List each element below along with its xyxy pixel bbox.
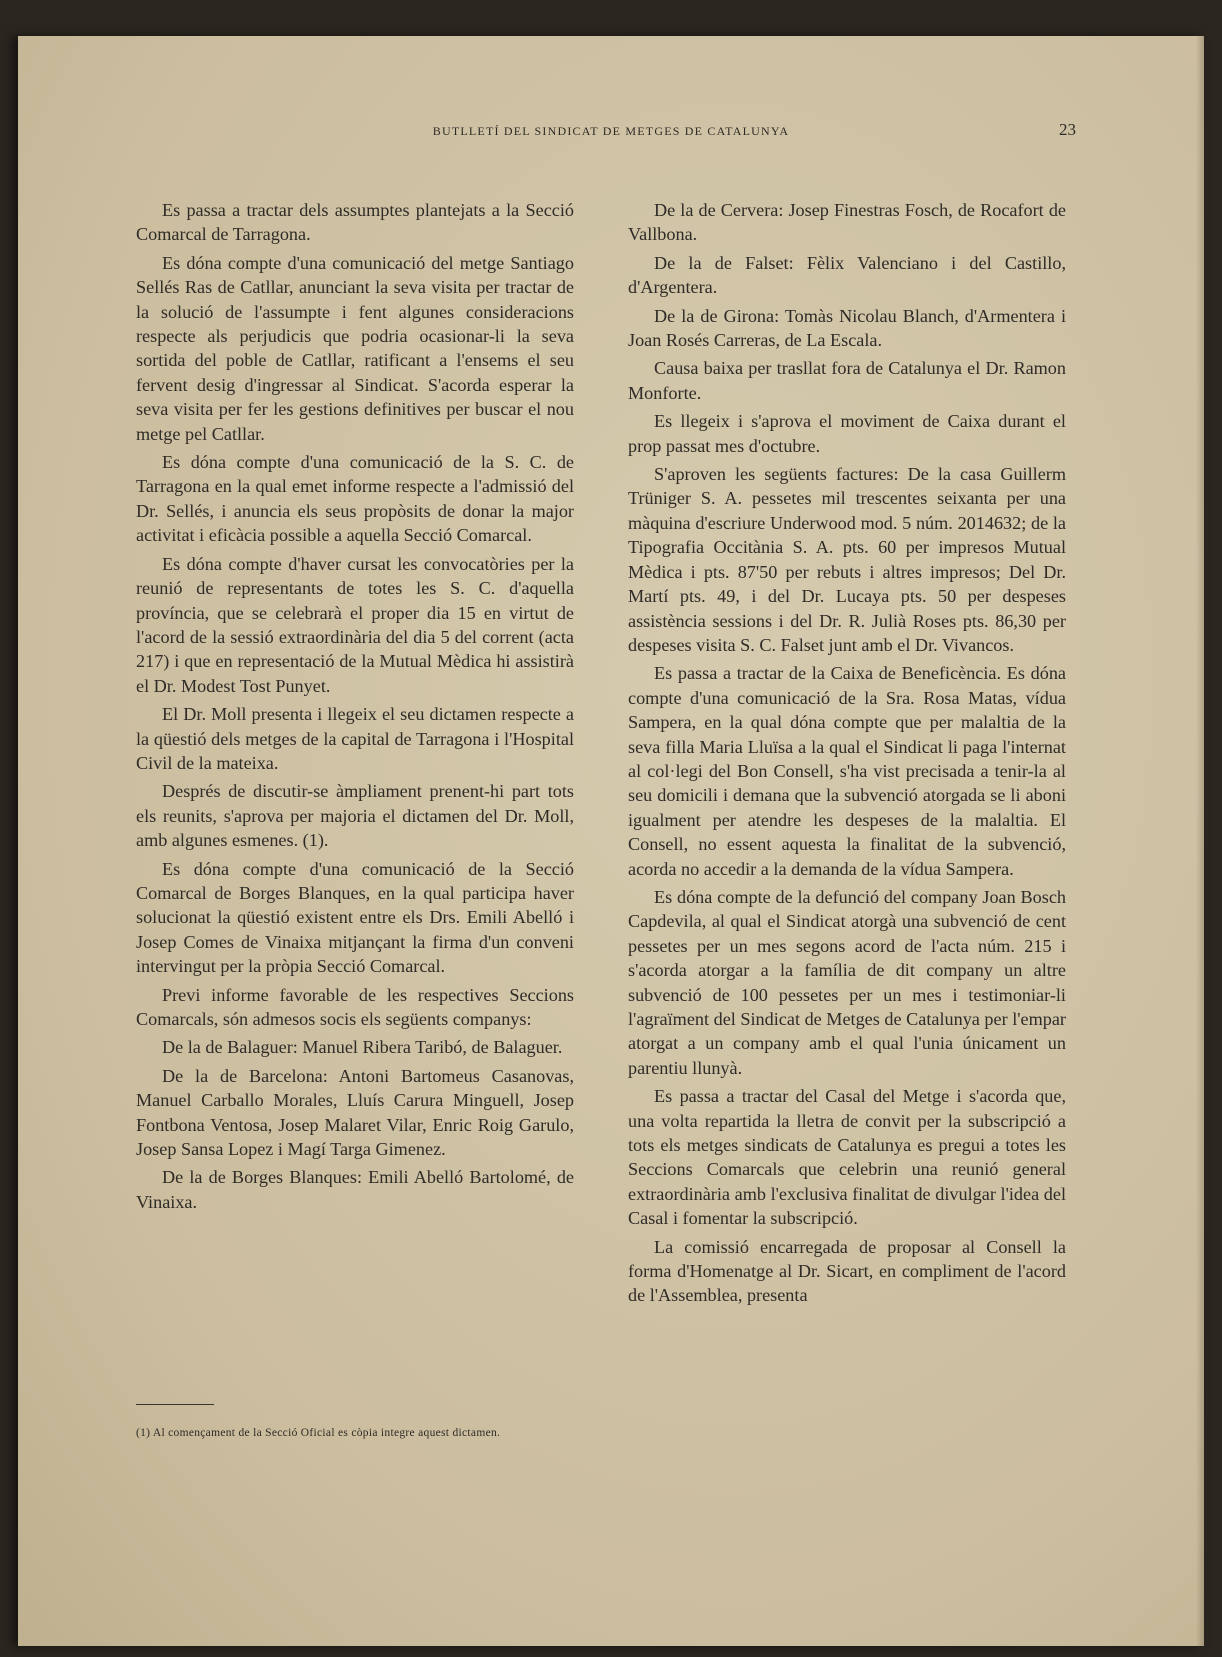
journal-title: BUTLLETÍ DEL SINDICAT DE METGES DE CATALUNYA (432, 124, 790, 138)
paragraph: Es passa a tractar de la Caixa de Beneficència. Es dóna compte d'una comunicació de la Sra. Rosa Matas, vídua Sampera, en la qual dóna compte que per malaltia de la seva filla Maria Lluïsa a la qual el Sindicat li paga l'internat al col·legi del Bon Consell, s'ha vist precisada a tenir-la al seu domicili i demana que la subvenció atorgada se li aboni igualment per atendre les despeses de la malaltia. El Consell, no essent aquesta la finalitat de la subvenció, acorda no accedir a la demanda de la vídua Sampera. (628, 663, 1066, 879)
paragraph: Es passa a tractar del Casal del Metge i s'acorda que, una volta repartida la lletra de convit per la subscripció a tots els metges sindicats de Catalunya es pregui a totes les Seccions Comarcals que celebrin una reunió general extraordinària amb l'exclusiva finalitat de divulgar l'idea del Casal i fomentar la subscripció. (628, 1086, 1066, 1229)
paragraph: El Dr. Moll presenta i llegeix el seu dictamen respecte a la qüestió dels metges de la capital de Tarragona i l'Hospital Civil de la mateixa. (136, 704, 574, 773)
paragraph: Previ informe favorable de les respectives Seccions Comarcals, són admesos socis els següents companys: (136, 984, 574, 1029)
paragraph: S'aproven les següents factures: De la casa Guillerm Trüniger S. A. pessetes mil trescentes seixanta per una màquina d'escriure Underwood mod. 5 núm. 2014632; de la Tipografia Occitània S. A. pts. 60 per impresos Mutual Mèdica i pts. 87'50 per rebuts i altres impresos; Del Dr. Martí pts. 49, i del Dr. Lucaya pts. 50 per despeses assistència sessions i del Dr. R. Julià Roses pts. 86,30 per despeses visita S. C. Falset junt amb el Dr. Vivancos. (628, 464, 1066, 655)
document-page (18, 36, 1204, 1646)
left-column (136, 198, 574, 1218)
paragraph: Es dóna compte d'haver cursat les convocatòries per la reunió de representants de totes les S. C. d'aquella província, que se celebrarà el proper dia 15 en virtut de l'acord de la sessió extraordinària del dia 5 del corrent (acta 217) i que en representació de la Mutual Mèdica hi assistirà el Dr. Modest Tost Punyet. (136, 553, 574, 696)
right-column (628, 198, 1066, 1312)
paragraph: De la de Girona: Tomàs Nicolau Blanch, d'Armentera i Joan Rosés Carreras, de La Escala. (628, 305, 1066, 351)
paragraph: De la de Cervera: Josep Finestras Fosch, de Rocafort de Vallbona. (628, 200, 1066, 245)
paragraph: Es llegeix i s'aprova el moviment de Caixa durant el prop passat mes d'octubre. (628, 411, 1066, 456)
paragraph: Després de discutir-se àmpliament prenent-hi part tots els reunits, s'aprova per majoria el dictamen del Dr. Moll, amb algunes esmenes. (1). (136, 781, 574, 851)
paragraph: La comissió encarregada de proposar al Consell la forma d'Homenatge al Dr. Sicart, en compliment de l'acord de l'Assemblea, presenta (628, 1236, 1066, 1306)
paragraph: Es dóna compte d'una comunicació del metge Santiago Sellés Ras de Catllar, anunciant la seva visita per tractar de la solució de l'assumpte i fent algunes consideracions respecte als perjudicis que podria ocasionar-li la seva sortida del poble de Catllar, ratificant a l'ensems el seu fervent desig d'ingressar al Sindicat. S'acorda esperar la seva visita per fer les gestions definitives per buscar el nou metge pel Catllar. (136, 252, 574, 444)
footnote-divider (136, 1404, 214, 1405)
running-header (18, 120, 1204, 144)
paragraph: De la de Balaguer: Manuel Ribera Taribó, de Balaguer. (162, 1037, 563, 1058)
paragraph: De la de Falset: Fèlix Valenciano i del Castillo, d'Argentera. (628, 252, 1066, 298)
paragraph: De la de Barcelona: Antoni Bartomeus Casanovas, Manuel Carballo Morales, Lluís Carura Minguell, Josep Fontbona Ventosa, Josep Malaret Vilar, Enric Roig Garulo, Josep Sansa Lopez i Magí Targa Gimenez. (136, 1065, 574, 1160)
paragraph: De la de Borges Blanques: Emili Abelló Bartolomé, de Vinaixa. (136, 1167, 574, 1212)
paragraph: Es passa a tractar dels assumptes plantejats a la Secció Comarcal de Tarragona. (136, 200, 574, 245)
paragraph: Causa baixa per trasllat fora de Catalunya el Dr. Ramon Monforte. (628, 358, 1066, 403)
paragraph: Es dóna compte de la defunció del company Joan Bosch Capdevila, al qual el Sindicat atorgà una subvenció de cent pessetes per un mes segons acord de l'acta núm. 215 i s'acorda atorgar a la família de dit company un altre subvenció de 100 pessetes per un mes i testimoniar-li l'agraïment del Sindicat de Metges de Catalunya per l'empar atorgat a un company amb el qual l'unia únicament un parentiu llunyà. (628, 886, 1066, 1078)
page-number: 23 (1059, 120, 1076, 139)
paragraph: Es dóna compte d'una comunicació de la Secció Comarcal de Borges Blanques, en la qual participa haver solucionat la qüestió existent entre els Drs. Emili Abelló i Josep Comes de Vinaixa mitjançant la firma d'un conveni intervingut per la pròpia Secció Comarcal. (136, 858, 574, 977)
page-edge-shadow (1196, 36, 1204, 1646)
paragraph: Es dóna compte d'una comunicació de la S. C. de Tarragona en la qual emet informe respecte a l'admissió del Dr. Sellés, i anuncia els seus propòsits de donar la major activitat i eficàcia possible a aquella Secció Comarcal. (136, 452, 574, 546)
footnote: (1) Al començament de la Secció Oficial es còpia integre aquest dictamen. (136, 1427, 501, 1439)
